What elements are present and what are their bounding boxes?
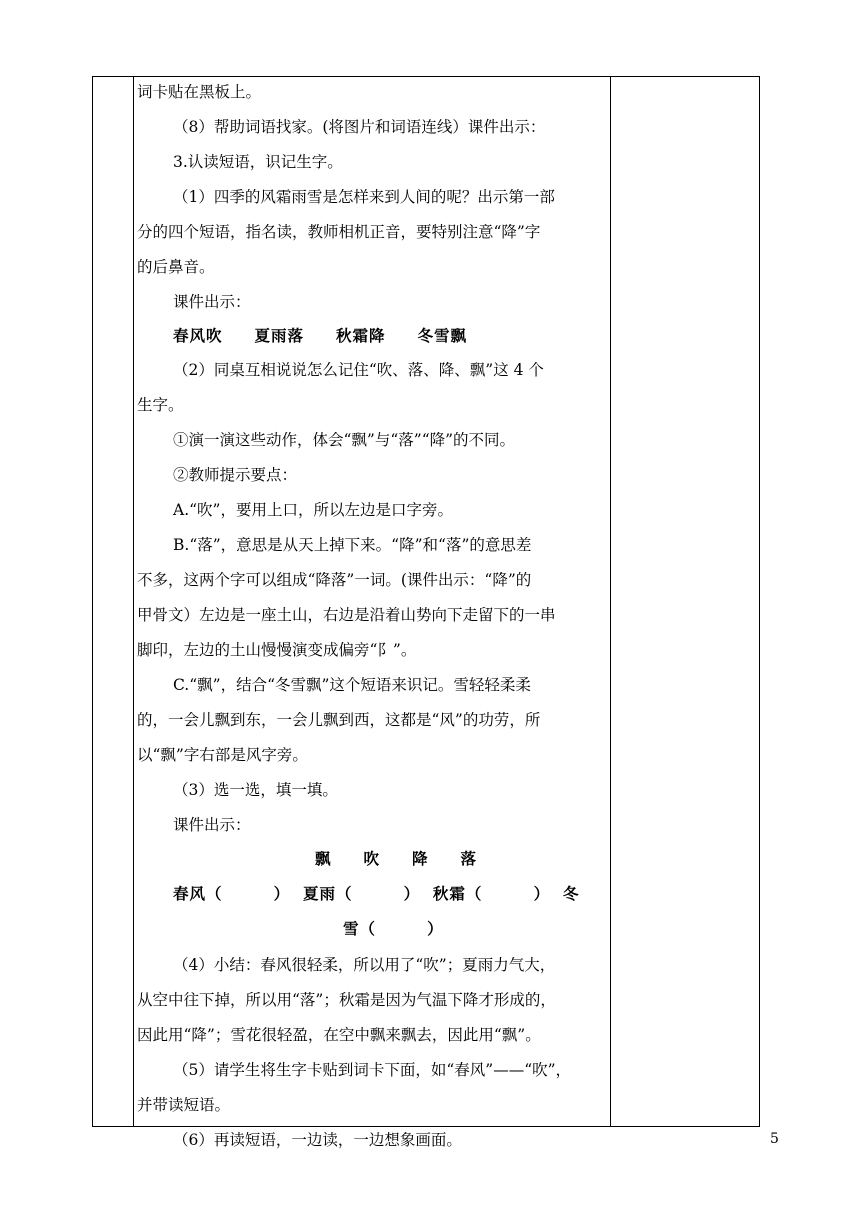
text-line: 因此用“降”；雪花很轻盈，在空中飘来飘去，因此用“飘”。 <box>137 1026 541 1044</box>
text-line: （6）再读短语，一边读，一边想象画面。 <box>173 1131 462 1149</box>
text-line: 词卡贴在黑板上。 <box>137 83 262 101</box>
text-line: 从空中往下掉，所以用“落”；秋霜是因为气温下降才形成的， <box>137 991 556 1009</box>
text-line: 3.认读短语，识记生字。 <box>173 153 343 171</box>
text-line: 以“飘”字右部是风字旁。 <box>137 746 308 764</box>
text-line: 课件出示： <box>173 293 251 311</box>
fill-blank-line: 春风（ ） 夏雨（ ） 秋霜（ ） 冬 <box>173 884 580 903</box>
text-line: B.“落”，意思是从天上掉下来。“降”和“落”的意思差 <box>173 536 532 554</box>
text-line: 并带读短语。 <box>137 1096 231 1114</box>
text-line: A.“吹”，要用上口，所以左边是口字旁。 <box>173 501 453 519</box>
text-line: ①演一演这些动作，体会“飘”与“落”“降”的不同。 <box>173 431 516 449</box>
phrase-line: 春风吹 夏雨落 秋霜降 冬雪飘 <box>173 326 467 345</box>
text-line: 生字。 <box>137 396 184 414</box>
text-line: （5）请学生将生字卡贴到词卡下面，如“春风”——“吹”， <box>173 1061 572 1079</box>
text-line: 的后鼻音。 <box>137 258 215 276</box>
text-line: （2）同桌互相说说怎么记住“吹、落、降、飘”这 4 个 <box>173 361 544 379</box>
text-line: 脚印，左边的土山慢慢演变成偏旁“阝”。 <box>137 641 417 659</box>
text-line: 不多，这两个字可以组成“降落”一词。(课件出示：“降”的 <box>137 571 532 589</box>
text-line: 分的四个短语，指名读，教师相机正音，要特别注意“降”字 <box>137 223 541 241</box>
text-line: （3）选一选，填一填。 <box>173 781 338 799</box>
text-line: （1）四季的风霜雨雪是怎样来到人间的呢？出示第一部 <box>173 188 555 206</box>
text-line: 的，一会儿飘到东，一会儿飘到西，这都是“风”的功劳，所 <box>137 711 541 729</box>
text-line: ②教师提示要点： <box>173 466 298 484</box>
text-line: 课件出示： <box>173 816 251 834</box>
fill-blank-line: 雪（ ） <box>343 919 444 938</box>
text-line: C.“飘”，结合“冬雪飘”这个短语来识记。雪轻轻柔柔 <box>173 676 531 694</box>
page-number: 5 <box>770 1131 779 1147</box>
word-choices-line: 飘 吹 降 落 <box>315 849 477 868</box>
table-column-divider-right <box>610 77 611 1126</box>
text-line: 甲骨文）左边是一座土山，右边是沿着山势向下走留下的一串 <box>137 606 556 624</box>
table-column-divider-left <box>133 77 134 1126</box>
text-line: （4）小结：春风很轻柔，所以用了“吹”；夏雨力气大， <box>173 956 556 974</box>
text-line: （8）帮助词语找家。(将图片和词语连线）课件出示： <box>173 118 546 136</box>
